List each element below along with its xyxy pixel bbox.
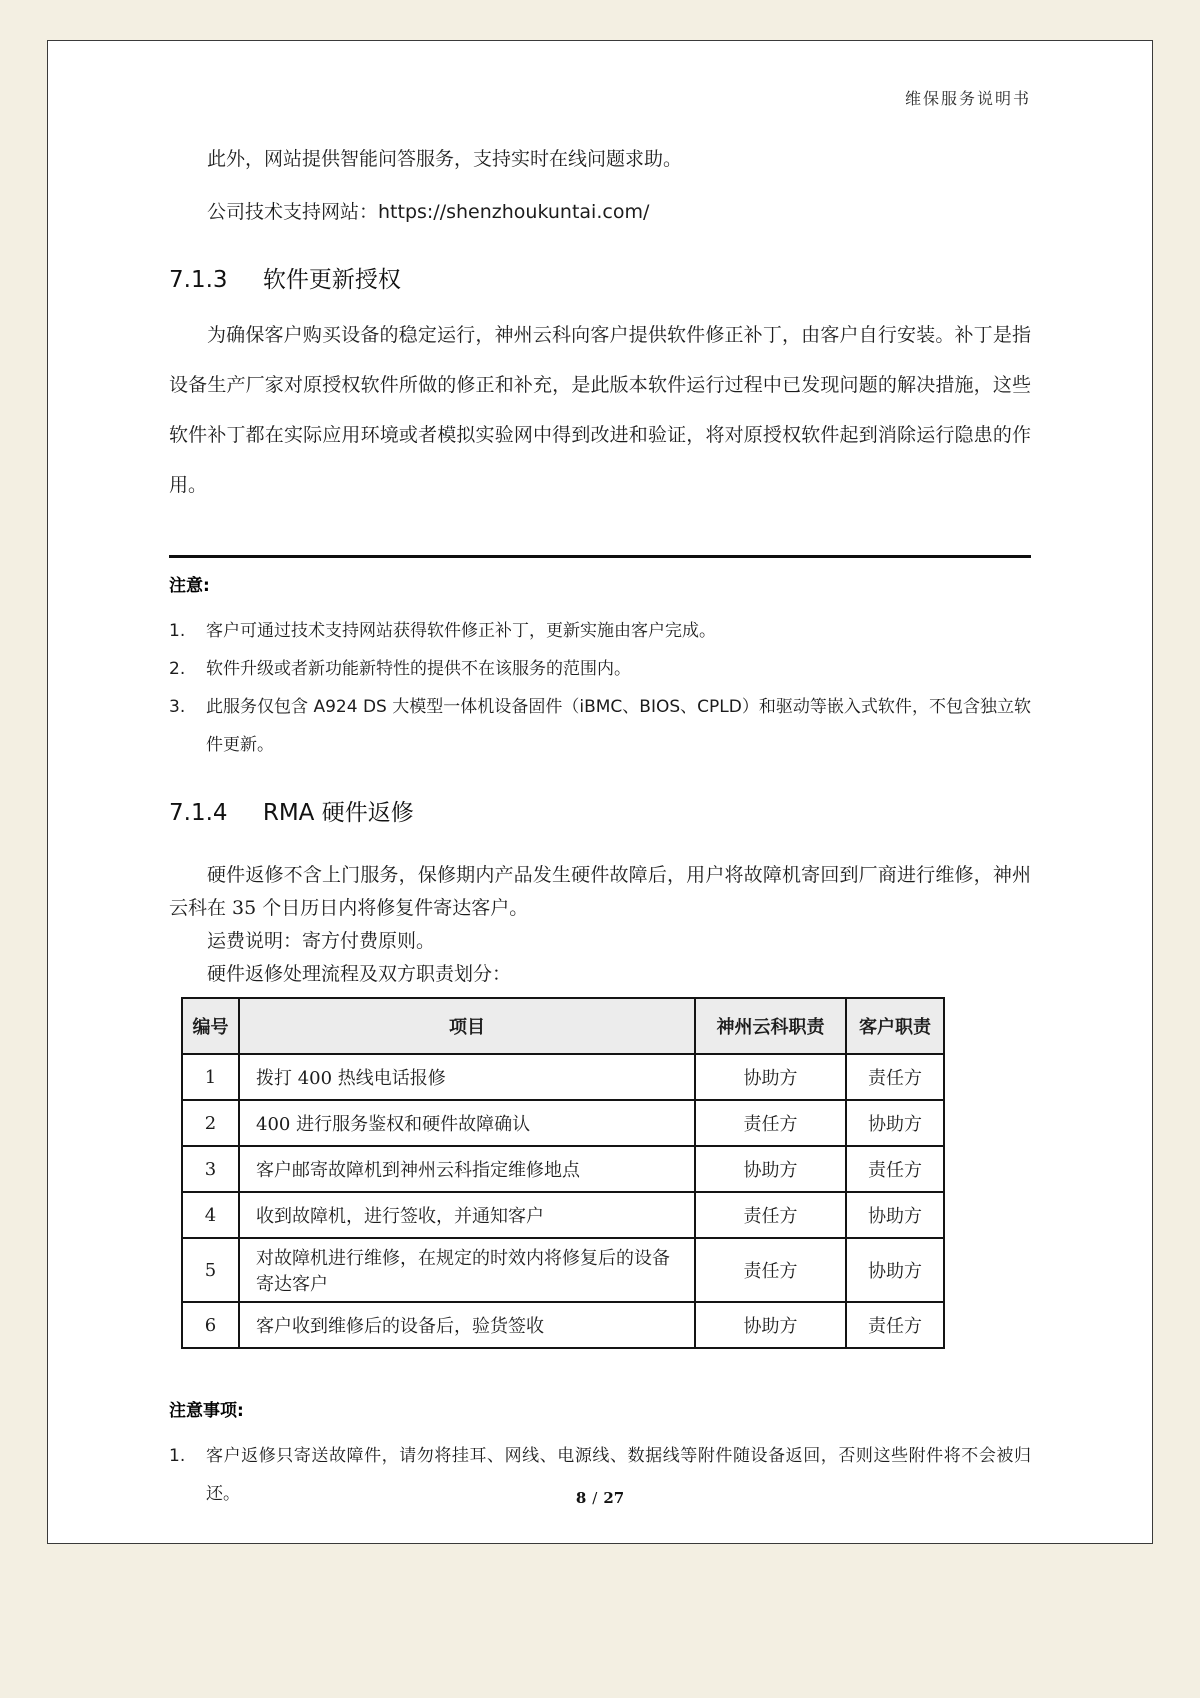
rma-process-table xyxy=(181,997,945,1349)
table-cell-index: 6 xyxy=(182,1302,239,1348)
table-header-row xyxy=(182,998,944,1054)
intro-paragraph-2: 公司技术支持网站：https://shenzhoukuntai.com/ xyxy=(207,201,650,223)
table-cell-vendor-role: 责任方 xyxy=(695,1192,846,1238)
table-cell-item: 拨打 400 热线电话报修 xyxy=(239,1054,695,1100)
table-cell-customer-role: 协助方 xyxy=(846,1192,944,1238)
note-item xyxy=(169,612,1031,650)
section-number-713: 7.1.3 xyxy=(169,267,228,293)
note-item-text: 客户返修只寄送故障件，请勿将挂耳、网线、电源线、数据线等附件随设备返回，否则这些附件将不会被归还。 xyxy=(206,1446,1031,1504)
section-heading-714 xyxy=(169,798,1031,829)
note-item-number: 2. xyxy=(169,659,186,679)
table-cell-index: 2 xyxy=(182,1100,239,1146)
divider-rule xyxy=(169,555,1031,558)
intro-paragraph-1: 此外，网站提供智能问答服务，支持实时在线问题求助。 xyxy=(207,148,683,170)
table-header-cell: 神州云科职责 xyxy=(695,998,846,1054)
note-item xyxy=(169,650,1031,688)
table-cell-customer-role: 责任方 xyxy=(846,1302,944,1348)
section-heading-713 xyxy=(169,265,1031,296)
section-714-paragraph-1: 硬件返修不含上门服务，保修期内产品发生硬件故障后，用户将故障机寄回到厂商进行维修，神州云科在 35 个日历日内将修复件寄达客户。 xyxy=(169,864,1031,919)
note-item-number: 1. xyxy=(169,1446,186,1466)
table-cell-item: 客户收到维修后的设备后，验货签收 xyxy=(239,1302,695,1348)
section-714-paragraph-3: 硬件返修处理流程及双方职责划分： xyxy=(207,963,512,985)
table-cell-item: 收到故障机，进行签收，并通知客户 xyxy=(239,1192,695,1238)
table-header-cell: 编号 xyxy=(182,998,239,1054)
table-cell-customer-role: 责任方 xyxy=(846,1146,944,1192)
note-item-text: 此服务仅包含 A924 DS 大模型一体机设备固件（iBMC、BIOS、CPLD）和驱动等嵌入式软件，不包含独立软件更新。 xyxy=(206,697,1031,755)
note-item xyxy=(169,688,1031,764)
page-number-current: 8 xyxy=(575,1489,587,1507)
page-number xyxy=(48,1489,1152,1507)
table-row xyxy=(182,1146,944,1192)
doc-header-title: 维保服务说明书 xyxy=(904,89,1031,108)
table-cell-vendor-role: 责任方 xyxy=(695,1100,846,1146)
table-row xyxy=(182,1238,944,1302)
note-item-number: 1. xyxy=(169,621,186,641)
section-title-713: 软件更新授权 xyxy=(262,267,401,293)
section-title-714: RMA 硬件返修 xyxy=(262,800,414,826)
section-714-paragraph-2: 运费说明：寄方付费原则。 xyxy=(207,930,436,952)
note-item-number: 3. xyxy=(169,697,186,717)
document-page xyxy=(47,40,1153,1544)
note-item-text: 软件升级或者新功能新特性的提供不在该服务的范围内。 xyxy=(206,659,631,679)
table-cell-customer-role: 责任方 xyxy=(846,1054,944,1100)
table-cell-item: 客户邮寄故障机到神州云科指定维修地点 xyxy=(239,1146,695,1192)
table-cell-vendor-role: 协助方 xyxy=(695,1054,846,1100)
table-cell-vendor-role: 协助方 xyxy=(695,1146,846,1192)
table-cell-customer-role: 协助方 xyxy=(846,1238,944,1302)
page-number-separator: / xyxy=(592,1489,598,1507)
table-row xyxy=(182,1192,944,1238)
table-row xyxy=(182,1054,944,1100)
note-label-714: 注意事项: xyxy=(169,1401,244,1421)
table-cell-vendor-role: 协助方 xyxy=(695,1302,846,1348)
doc-header xyxy=(169,86,1031,108)
table-cell-index: 1 xyxy=(182,1054,239,1100)
table-cell-item: 对故障机进行维修，在规定的时效内将修复后的设备寄达客户 xyxy=(239,1238,695,1302)
table-header-cell: 项目 xyxy=(239,998,695,1054)
table-row xyxy=(182,1302,944,1348)
table-cell-vendor-role: 责任方 xyxy=(695,1238,846,1302)
table-row xyxy=(182,1100,944,1146)
section-713-body: 为确保客户购买设备的稳定运行，神州云科向客户提供软件修正补丁，由客户自行安装。补丁是指设备生产厂家对原授权软件所做的修正和补充，是此版本软件运行过程中已发现问题的解决措施，这些软件补丁都在实际应用环境或者模拟实验网中得到改进和验证，将对原授权软件起到消除运行隐患的作用。 xyxy=(169,324,1031,496)
table-cell-index: 3 xyxy=(182,1146,239,1192)
table-cell-item: 400 进行服务鉴权和硬件故障确认 xyxy=(239,1100,695,1146)
page-number-total: 27 xyxy=(603,1489,625,1507)
note-item-text: 客户可通过技术支持网站获得软件修正补丁，更新实施由客户完成。 xyxy=(206,621,716,641)
section-number-714: 7.1.4 xyxy=(169,800,228,826)
table-cell-index: 5 xyxy=(182,1238,239,1302)
note-label-713: 注意: xyxy=(169,576,210,596)
note-list-713 xyxy=(169,612,1031,764)
table-cell-index: 4 xyxy=(182,1192,239,1238)
table-cell-customer-role: 协助方 xyxy=(846,1100,944,1146)
table-header-cell: 客户职责 xyxy=(846,998,944,1054)
